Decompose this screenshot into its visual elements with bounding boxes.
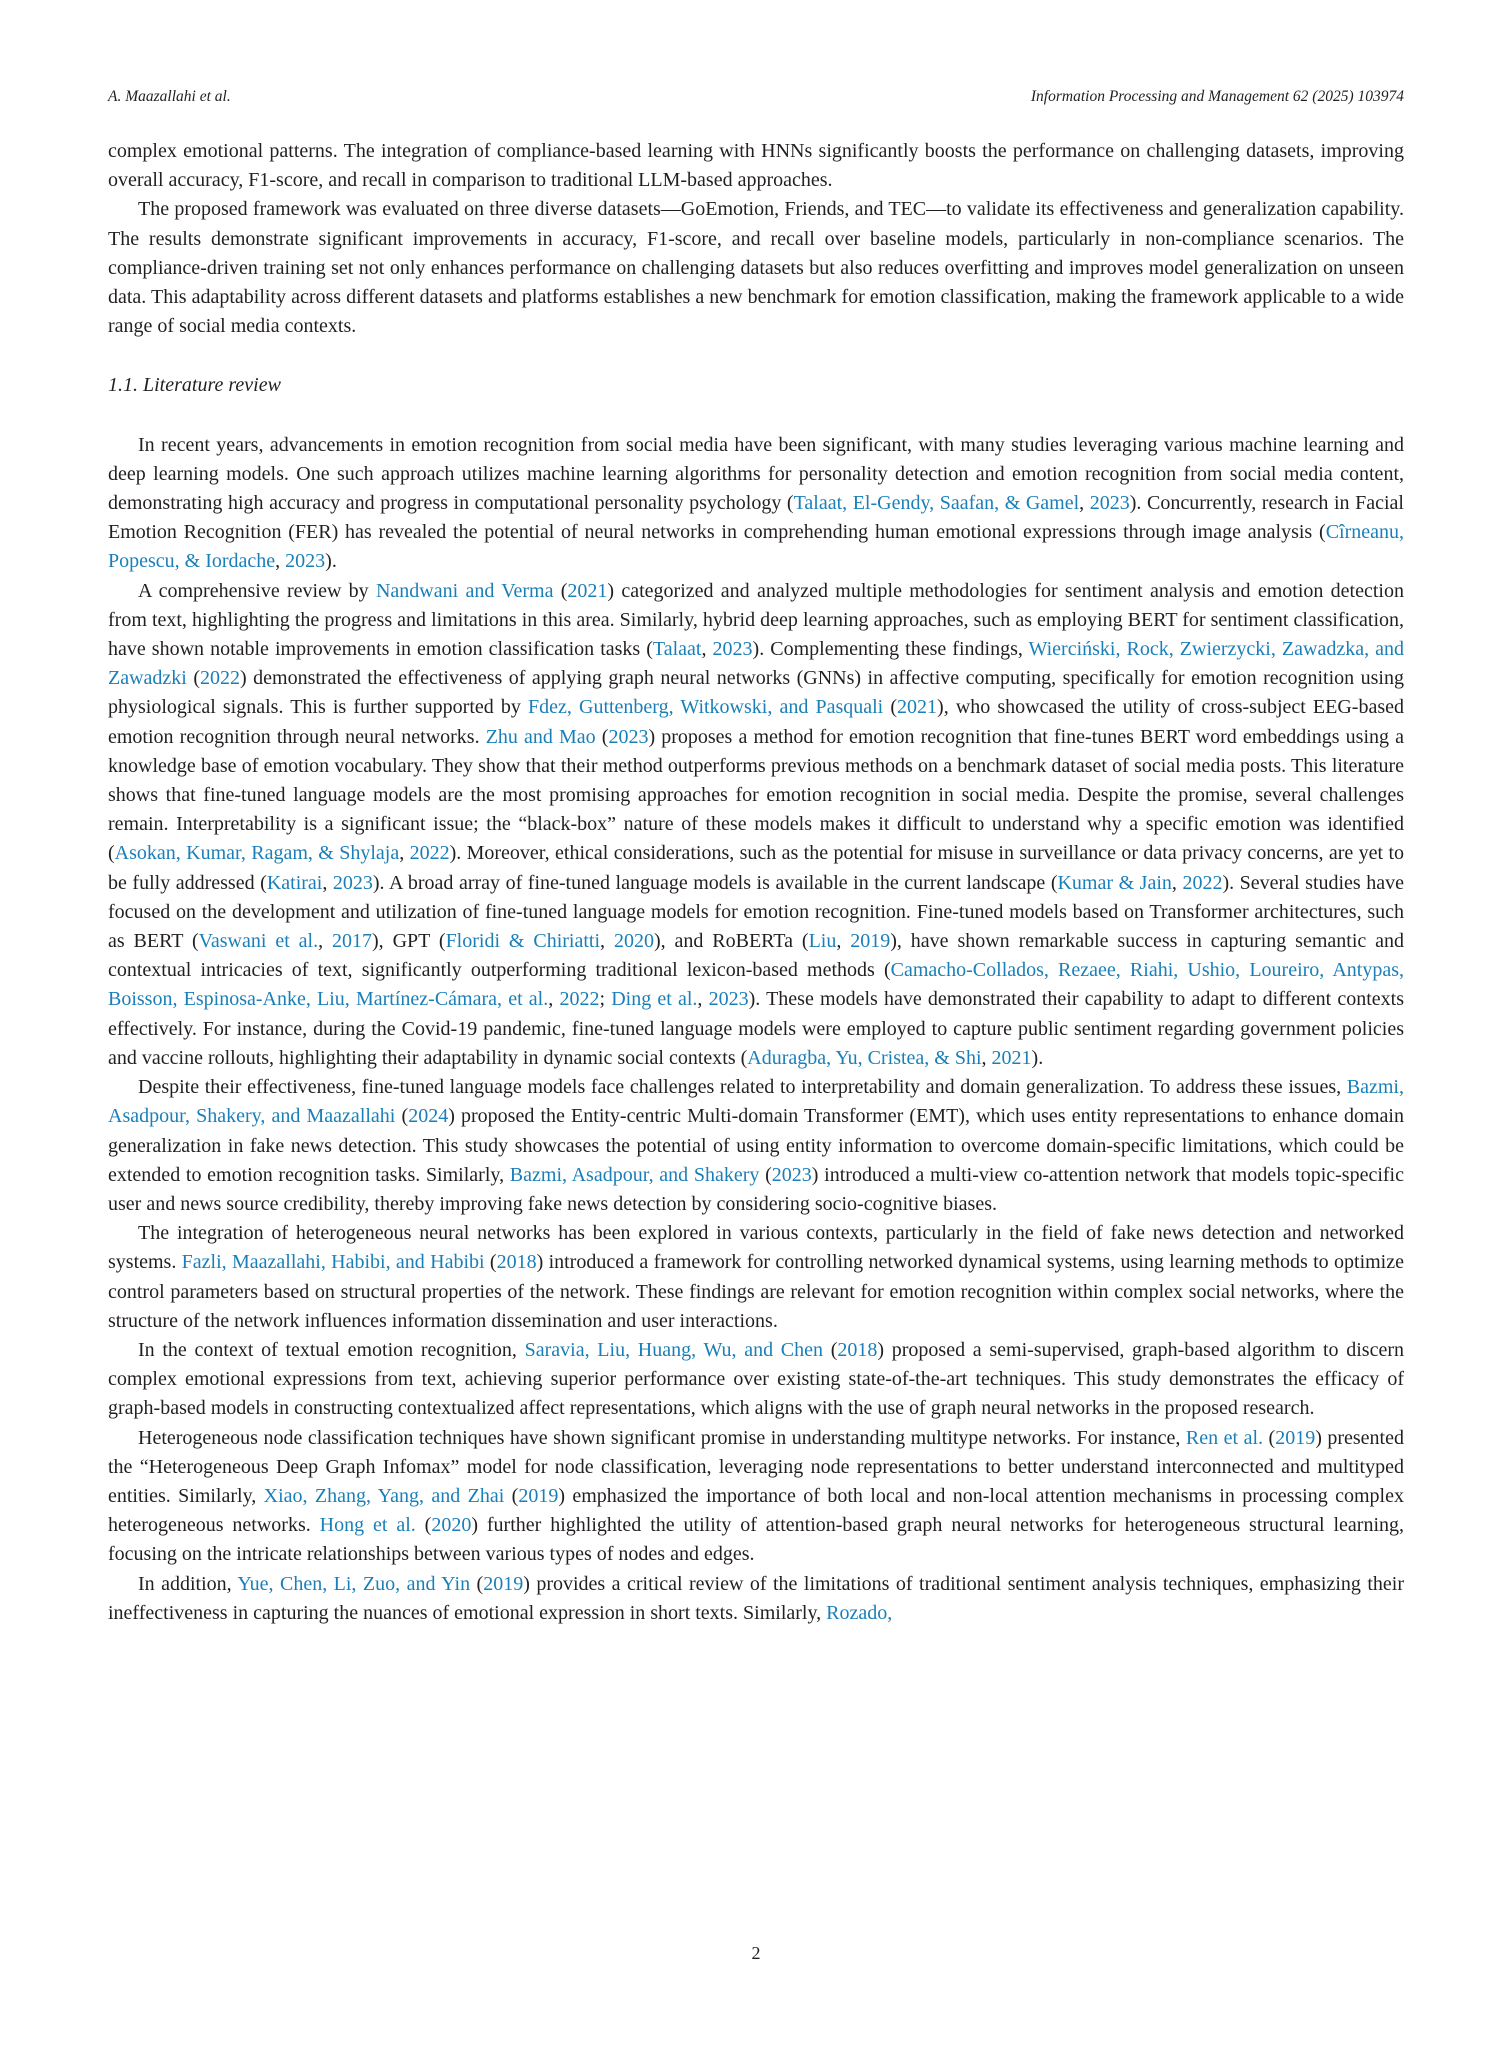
citation-year-link[interactable]: 2023: [712, 638, 753, 661]
citation-link[interactable]: Zhu and Mao: [485, 725, 596, 748]
citation-link[interactable]: Liu: [808, 930, 837, 953]
citation-link[interactable]: Hong et al.: [319, 1514, 416, 1537]
text-run: (: [415, 1514, 432, 1537]
citation-link[interactable]: Bazmi, Asadpour, Shakery, and Maazallahi: [108, 1076, 1404, 1128]
citation-year-link[interactable]: 2021: [991, 1046, 1032, 1069]
citation-year-link[interactable]: 2022: [1182, 871, 1223, 894]
text-run: A comprehensive review by: [138, 579, 376, 602]
text-run: (: [823, 1338, 838, 1361]
citation-year-link[interactable]: 2020: [431, 1514, 472, 1537]
header-authors: A. Maazallahi et al.: [108, 88, 231, 105]
paragraph-evaluation: [108, 195, 1404, 341]
citation-link[interactable]: Fdez, Guttenberg, Witkowski, and Pasquali: [528, 696, 884, 719]
paragraph-lit-7: [108, 1570, 1404, 1628]
text-run: ).: [325, 550, 337, 573]
citation-year-link[interactable]: 2019: [850, 930, 891, 953]
text-run: ) proposes a method for emotion recognition that fine-tunes BERT word embeddings using a knowledge base of emotion vocabulary. They show that their method outperforms previous methods on a benchmark dataset of social media posts. This literature shows that fine-tuned language models are the most promising approaches for emotion recognition in social media. Despite the promise, several challenges remain. Interpretability is a significant issue; the “black-box” nature of these models makes it difficult to understand why a specific emotion was identified (: [108, 725, 1404, 865]
text-run: ). Moreover, ethical considerations, such as the potential for misuse in surveillance or data privacy concerns, are yet to be fully addressed (: [108, 842, 1404, 894]
text-run: (: [186, 667, 200, 690]
header-journal: Information Processing and Management 62 (2025) 103974: [1030, 88, 1404, 105]
text-run: ). A broad array of fine-tuned language models is available in the current landscape (: [372, 871, 1058, 894]
text-run: ,: [697, 988, 709, 1011]
citation-link[interactable]: Rozado,: [826, 1601, 893, 1624]
citation-link[interactable]: Fazli, Maazallahi, Habibi, and Habibi: [181, 1251, 485, 1274]
text-run: (: [595, 725, 609, 748]
paragraph-continued: [108, 137, 1404, 195]
citation-link[interactable]: Yue, Chen, Li, Zuo, and Yin: [237, 1572, 471, 1595]
paragraph-lit-4: [108, 1219, 1404, 1336]
text-run: (: [484, 1251, 497, 1274]
citation-year-link[interactable]: 2018: [837, 1338, 878, 1361]
text-run: In addition,: [138, 1572, 238, 1595]
text-run: Heterogeneous node classification techniques have shown significant promise in understanding multitype networks. For instance,: [138, 1426, 1186, 1449]
citation-link[interactable]: Camacho-Collados, Rezaee, Riahi, Ushio, Loureiro, Antypas, Boisson, Espinosa-Anke, Liu, Martínez-Cámara, et al.: [108, 959, 1404, 1011]
citation-year-link[interactable]: 2019: [518, 1484, 559, 1507]
citation-link[interactable]: Kumar & Jain: [1057, 871, 1172, 894]
citation-link[interactable]: Bazmi, Asadpour, and Shakery: [509, 1163, 760, 1186]
text-run: ) provides a critical review of the limitations of traditional sentiment analysis techniques, emphasizing their ineffectiveness in capturing the nuances of emotional expression in short texts. Similarly,: [108, 1572, 1405, 1624]
citation-link[interactable]: Talaat: [652, 638, 702, 661]
paragraph-lit-1: [108, 431, 1404, 577]
citation-year-link[interactable]: 2021: [897, 696, 938, 719]
citation-link[interactable]: Katirai: [266, 871, 323, 894]
citation-year-link[interactable]: 2019: [483, 1572, 524, 1595]
section-heading: 1.1. Literature review: [108, 374, 281, 397]
text-run: ), and RoBERTa (: [653, 930, 809, 953]
text-run: ) introduced a framework for controlling networked dynamical systems, using learning methods to optimize control parameters based on structural properties of the network. These findings are relevant for emotion recognition within complex social networks, where the structure of the network influences information dissemination and user interactions.: [108, 1251, 1404, 1332]
text-run: ;: [599, 988, 612, 1011]
text-run: ). These models have demonstrated their capability to adapt to different contexts effectively. For instance, during the Covid-19 pandemic, fine-tuned language models were employed to capture public sentiment regarding government policies and vaccine rollouts, highlighting their adaptability in dynamic social contexts (: [108, 988, 1404, 1069]
text-run: (: [759, 1163, 772, 1186]
text-run: ) proposed the Entity-centric Multi-domain Transformer (EMT), which uses entity representations to enhance domain generalization in fake news detection. This study showcases the potential of using entity information to overcome domain-specific limitations, which could be extended to emotion recognition tasks. Similarly,: [108, 1105, 1404, 1186]
citation-year-link[interactable]: 2022: [409, 842, 450, 865]
citation-year-link[interactable]: 2023: [1089, 492, 1130, 515]
text-run: ) proposed a semi-supervised, graph-based algorithm to discern complex emotional expressions from text, achieving superior performance over existing state-of-the-art techniques. This study demonstrates the efficacy of graph-based models in constructing contextualized affect representations, which aligns with the use of graph neural networks in the proposed research.: [108, 1338, 1404, 1420]
text-run: ), have shown remarkable success in capturing semantic and contextual intricacies of text, significantly outperforming traditional lexicon-based methods (: [108, 930, 1405, 982]
text-run: ). Concurrently, research in Facial Emotion Recognition (FER) has revealed the potential of neural networks in comprehending human emotional expressions through image analysis (: [108, 492, 1404, 544]
citation-year-link[interactable]: 2023: [708, 988, 749, 1011]
article-body: [108, 137, 1404, 1628]
text-run: ,: [600, 930, 614, 953]
citation-year-link[interactable]: 2022: [200, 667, 240, 690]
text-run: ,: [1171, 871, 1183, 894]
citation-link[interactable]: Aduragba, Yu, Cristea, & Shi: [747, 1046, 982, 1069]
text-run: ,: [399, 842, 410, 865]
citation-link[interactable]: Xiao, Zhang, Yang, and Zhai: [263, 1484, 505, 1507]
citation-link[interactable]: Asokan, Kumar, Ragam, & Shylaja: [114, 842, 400, 865]
text-run: (: [553, 579, 568, 602]
text-run: ). Complementing these findings,: [752, 638, 1029, 661]
text-run: ,: [275, 550, 286, 573]
text-run: Despite their effectiveness, fine-tuned language models face challenges related to interpretability and domain generalization. To address these issues,: [138, 1076, 1347, 1099]
citation-link[interactable]: Nandwani and Verma: [375, 579, 554, 602]
text-run: (: [504, 1484, 519, 1507]
citation-link[interactable]: Talaat, El-Gendy, Saafan, & Gamel: [793, 492, 1080, 515]
paragraph-lit-3: [108, 1073, 1404, 1219]
citation-year-link[interactable]: 2023: [771, 1163, 812, 1186]
text-run: (: [1263, 1426, 1276, 1449]
paragraph-lit-5: [108, 1336, 1404, 1424]
text-run: ,: [701, 638, 713, 661]
citation-link[interactable]: Vaswani et al.: [198, 930, 319, 953]
text-run: ) introduced a multi-view co-attention network that models topic-specific user and news source credibility, thereby improving fake news detection by considering socio-cognitive biases.: [108, 1163, 1404, 1215]
citation-year-link[interactable]: 2018: [496, 1251, 537, 1274]
paragraph-lit-6: [108, 1424, 1404, 1570]
citation-year-link[interactable]: 2020: [613, 930, 654, 953]
text-run: (: [883, 696, 898, 719]
text-run: ,: [1079, 492, 1090, 515]
text-run: ) emphasized the importance of both local and non-local attention mechanisms in processing complex heterogeneous networks.: [108, 1484, 1404, 1537]
text-run: ,: [322, 871, 333, 894]
citation-year-link[interactable]: 2023: [285, 550, 326, 573]
text-run: In recent years, advancements in emotion recognition from social media have been significant, with many studies leveraging various machine learning and deep learning models. One such approach utilizes machine learning algorithms for personality detection and emotion recognition from social media content, demonstrating high accuracy and progress in computational personality psychology (: [108, 433, 1404, 515]
text-run: ,: [318, 930, 333, 953]
text-run: (: [395, 1105, 409, 1128]
text-run: ) further highlighted the utility of attention-based graph neural networks for heterogeneous structural learning, focusing on the intricate relationships between various types of nodes and edges.: [108, 1514, 1404, 1566]
citation-link[interactable]: Wierciński, Rock, Zwierzycki, Zawadzka, and Zawadzki: [108, 638, 1404, 690]
citation-link[interactable]: Saravia, Liu, Huang, Wu, and Chen: [524, 1338, 824, 1361]
text-run: ,: [836, 930, 851, 953]
citation-year-link[interactable]: 2021: [567, 579, 608, 602]
text-run: ) presented the “Heterogeneous Deep Graph Infomax” model for node classification, leveraging node representations to better understand interconnected and multityped entities. Similarly,: [108, 1426, 1404, 1507]
citation-link[interactable]: Cîrneanu, Popescu, & Iordache: [108, 521, 1404, 573]
text-run: ,: [981, 1046, 992, 1069]
citation-year-link[interactable]: 2017: [332, 930, 373, 953]
text-run: ) demonstrated the effectiveness of applying graph neural networks (GNNs) in affective computing, specifically for emotion recognition using physiological signals. This is further supported by: [108, 667, 1404, 719]
text-run: The integration of heterogeneous neural networks has been explored in various contexts, particularly in the field of fake news detection and networked systems.: [108, 1222, 1404, 1274]
citation-link[interactable]: Ding et al.: [611, 988, 698, 1011]
text-run: ), who showcased the utility of cross-subject EEG-based emotion recognition through neural networks.: [108, 696, 1405, 748]
paragraph-lit-2: [108, 577, 1404, 1073]
text-run: The proposed framework was evaluated on three diverse datasets—GoEmotion, Friends, and TEC—to validate its effectiveness and generalization capability. The results demonstrate significant improvements in accuracy, F1-score, and recall over baseline models, particularly in non-compliance scenarios. The compliance-driven training set not only enhances performance on challenging datasets but also reduces overfitting and improves model generalization on unseen data. This adaptability across different datasets and platforms establishes a new benchmark for emotion classification, making the framework applicable to a wide range of social media contexts.: [108, 198, 1404, 338]
citation-link[interactable]: Floridi & Chiriatti: [445, 930, 601, 953]
text-run: In the context of textual emotion recognition,: [138, 1338, 525, 1361]
citation-year-link[interactable]: 2023: [608, 725, 649, 748]
citation-year-link[interactable]: 2019: [1275, 1426, 1316, 1449]
text-run: ), GPT (: [372, 930, 446, 953]
text-run: ). Several studies have focused on the development and utilization of fine-tuned language models for emotion recognition. Fine-tuned models based on Transformer architectures, such as BERT (: [108, 871, 1405, 953]
citation-link[interactable]: Ren et al.: [1185, 1426, 1264, 1449]
text-run: ).: [1031, 1046, 1044, 1069]
page-number: 2: [751, 1943, 761, 1963]
running-header: [108, 88, 1404, 112]
citation-year-link[interactable]: 2023: [332, 871, 373, 894]
text-run: ) categorized and analyzed multiple methodologies for sentiment analysis and emotion detection from text, highlighting the progress and limitations in this area. Similarly, hybrid deep learning approaches, such as employing BERT for sentiment classification, have shown notable improvements in emotion classification tasks (: [108, 579, 1404, 661]
citation-year-link[interactable]: 2022: [559, 988, 600, 1011]
citation-year-link[interactable]: 2024: [408, 1105, 449, 1128]
text-run: complex emotional patterns. The integration of compliance-based learning with HNNs significantly boosts the performance on challenging datasets, improving overall accuracy, F1-score, and recall in comparison to traditional LLM-based approaches.: [108, 140, 1404, 192]
text-run: (: [470, 1572, 484, 1595]
text-run: ,: [548, 988, 560, 1011]
